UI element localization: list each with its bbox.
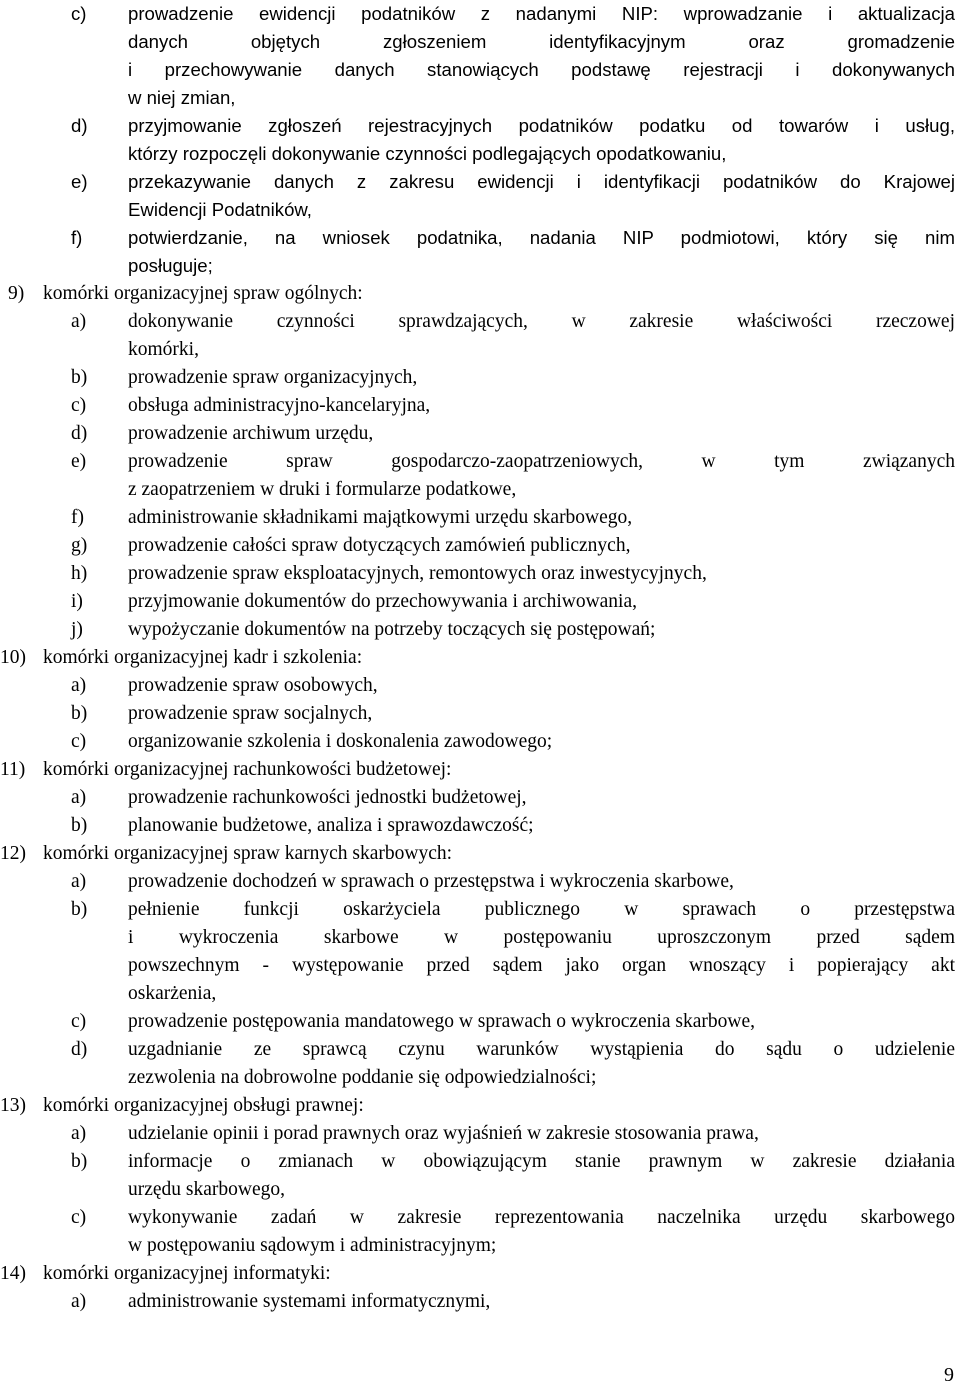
item-letter: b) bbox=[71, 899, 88, 920]
list-item-line bbox=[0, 1232, 960, 1260]
item-letter: b) bbox=[71, 703, 88, 724]
list-item-line bbox=[0, 616, 960, 644]
list-item-line bbox=[0, 952, 960, 980]
item-text: wypożyczanie dokumentów na potrzeby toczących się postępowań; bbox=[128, 619, 656, 640]
item-letter: c) bbox=[71, 1207, 87, 1228]
list-item-line bbox=[0, 84, 960, 112]
item-text: i przechowywanie danych stanowiących podstawę rejestracji i dokonywanych bbox=[128, 59, 955, 80]
item-letter: b) bbox=[71, 815, 88, 836]
item-text: urzędu skarbowego, bbox=[128, 1179, 286, 1200]
list-item-line bbox=[0, 1176, 960, 1204]
item-text: udzielanie opinii i porad prawnych oraz wyjaśnień w zakresie stosowania prawa, bbox=[128, 1123, 759, 1144]
item-text: i wykroczenia skarbowe w postępowaniu uproszczonym przed sądem bbox=[128, 927, 955, 948]
list-item-line bbox=[0, 28, 960, 56]
item-text: Ewidencji Podatników, bbox=[128, 199, 312, 220]
section-heading-line bbox=[0, 1092, 960, 1120]
item-text: dokonywanie czynności sprawdzających, w zakresie właściwości rzeczowej bbox=[128, 311, 955, 332]
item-letter: j) bbox=[71, 619, 83, 640]
item-letter: e) bbox=[71, 451, 87, 472]
list-item-line bbox=[0, 364, 960, 392]
item-text: prowadzenie postępowania mandatowego w sprawach o wykroczenia skarbowe, bbox=[128, 1011, 756, 1032]
item-text: pełnienie funkcji oskarżyciela publicznego w sprawach o przestępstwa bbox=[128, 899, 955, 920]
item-letter: a) bbox=[71, 1123, 87, 1144]
item-text: prowadzenie spraw eksploatacyjnych, remontowych oraz inwestycyjnych, bbox=[128, 563, 707, 584]
item-text: prowadzenie rachunkowości jednostki budżetowej, bbox=[128, 787, 527, 808]
item-letter: a) bbox=[71, 787, 87, 808]
item-text: prowadzenie spraw osobowych, bbox=[128, 675, 378, 696]
list-item-line bbox=[0, 336, 960, 364]
list-item-line bbox=[0, 672, 960, 700]
list-item-line bbox=[0, 196, 960, 224]
section-title: komórki organizacyjnej obsługi prawnej: bbox=[43, 1095, 364, 1116]
item-text: organizowanie szkolenia i doskonalenia zawodowego; bbox=[128, 731, 553, 752]
list-item-line bbox=[0, 1120, 960, 1148]
item-text: w postępowaniu sądowym i administracyjnym; bbox=[128, 1235, 497, 1256]
list-item-line bbox=[0, 532, 960, 560]
section-number: 13) bbox=[0, 1095, 26, 1116]
item-letter: d) bbox=[71, 115, 88, 136]
list-item-line bbox=[0, 1204, 960, 1232]
item-letter: h) bbox=[71, 563, 88, 584]
section-title: komórki organizacyjnej kadr i szkolenia: bbox=[43, 647, 363, 668]
list-item-line bbox=[0, 1064, 960, 1092]
list-item-line bbox=[0, 168, 960, 196]
item-letter: f) bbox=[71, 227, 83, 248]
item-text: przyjmowanie dokumentów do przechowywania i archiwowania, bbox=[128, 591, 637, 612]
item-text: którzy rozpoczęli dokonywanie czynności podlegających opodatkowaniu, bbox=[128, 143, 727, 164]
section-heading-line bbox=[0, 840, 960, 868]
item-text: oskarżenia, bbox=[128, 983, 217, 1004]
item-text: prowadzenie dochodzeń w sprawach o przestępstwa i wykroczenia skarbowe, bbox=[128, 871, 734, 892]
list-item-line bbox=[0, 980, 960, 1008]
list-item-line bbox=[0, 308, 960, 336]
item-text: planowanie budżetowe, analiza i sprawozdawczość; bbox=[128, 815, 534, 836]
item-letter: a) bbox=[71, 311, 87, 332]
page-number: 9 bbox=[944, 1364, 954, 1386]
item-text: prowadzenie archiwum urzędu, bbox=[128, 423, 374, 444]
item-text: komórki, bbox=[128, 339, 199, 360]
item-letter: d) bbox=[71, 1039, 88, 1060]
item-text: administrowanie systemami informatycznymi, bbox=[128, 1291, 491, 1312]
item-letter: a) bbox=[71, 675, 87, 696]
list-item-line bbox=[0, 1008, 960, 1036]
item-text: prowadzenie spraw organizacyjnych, bbox=[128, 367, 418, 388]
list-item-line bbox=[0, 896, 960, 924]
item-letter: a) bbox=[71, 1291, 87, 1312]
section-title: komórki organizacyjnej informatyki: bbox=[43, 1263, 331, 1284]
section-number: 9) bbox=[8, 283, 25, 304]
item-text: danych objętych zgłoszeniem identyfikacyjnym oraz gromadzenie bbox=[128, 31, 955, 52]
section-title: komórki organizacyjnej rachunkowości budżetowej: bbox=[43, 759, 452, 780]
section-title: komórki organizacyjnej spraw ogólnych: bbox=[43, 283, 363, 304]
item-letter: e) bbox=[71, 171, 88, 192]
item-letter: a) bbox=[71, 871, 87, 892]
section-heading-line bbox=[0, 1260, 960, 1288]
item-letter: c) bbox=[71, 395, 87, 416]
list-item-line bbox=[0, 392, 960, 420]
list-item-line bbox=[0, 1148, 960, 1176]
item-text: z zaopatrzeniem w druki i formularze podatkowe, bbox=[128, 479, 517, 500]
item-text: powszechnym - występowanie przed sądem jako organ wnoszący i popierający akt bbox=[128, 955, 955, 976]
list-item-line bbox=[0, 140, 960, 168]
list-item-line bbox=[0, 1036, 960, 1064]
list-item-line bbox=[0, 0, 960, 28]
list-item-line bbox=[0, 448, 960, 476]
list-item-line bbox=[0, 868, 960, 896]
item-letter: i) bbox=[71, 591, 83, 612]
list-item-line bbox=[0, 252, 960, 280]
item-letter: g) bbox=[71, 535, 88, 556]
list-item-line bbox=[0, 56, 960, 84]
item-text: wykonywanie zadań w zakresie reprezentowania naczelnika urzędu skarbowego bbox=[128, 1207, 955, 1228]
list-item-line bbox=[0, 504, 960, 532]
item-letter: f) bbox=[71, 507, 84, 528]
list-item-line bbox=[0, 924, 960, 952]
item-text: przekazywanie danych z zakresu ewidencji i identyfikacji podatników do Krajowej bbox=[128, 171, 955, 192]
item-text: prowadzenie spraw socjalnych, bbox=[128, 703, 373, 724]
item-letter: d) bbox=[71, 423, 88, 444]
list-item-line bbox=[0, 112, 960, 140]
list-item-line bbox=[0, 476, 960, 504]
item-text: w niej zmian, bbox=[128, 87, 236, 108]
section-number: 11) bbox=[0, 759, 26, 780]
list-item-line bbox=[0, 1288, 960, 1316]
item-letter: b) bbox=[71, 367, 88, 388]
list-item-line bbox=[0, 224, 960, 252]
item-text: prowadzenie całości spraw dotyczących zamówień publicznych, bbox=[128, 535, 631, 556]
item-text: informacje o zmianach w obowiązującym stanie prawnym w zakresie działania bbox=[128, 1151, 955, 1172]
item-text: potwierdzanie, na wniosek podatnika, nadania NIP podmiotowi, który się nim bbox=[128, 227, 955, 248]
section-heading-line bbox=[0, 280, 960, 308]
item-text: uzgadnianie ze sprawcą czynu warunków wystąpienia do sądu o udzielenie bbox=[128, 1039, 955, 1060]
section-number: 10) bbox=[0, 647, 26, 668]
list-item-line bbox=[0, 560, 960, 588]
item-text: prowadzenie ewidencji podatników z nadanymi NIP: wprowadzanie i aktualizacja bbox=[128, 3, 955, 24]
list-item-line bbox=[0, 700, 960, 728]
item-text: zezwolenia na dobrowolne poddanie się odpowiedzialności; bbox=[128, 1067, 597, 1088]
section-number: 12) bbox=[0, 843, 26, 864]
list-item-line bbox=[0, 728, 960, 756]
list-item-line bbox=[0, 784, 960, 812]
list-item-line bbox=[0, 420, 960, 448]
item-letter: b) bbox=[71, 1151, 88, 1172]
section-heading-line bbox=[0, 644, 960, 672]
section-number: 14) bbox=[0, 1263, 26, 1284]
item-text: prowadzenie spraw gospodarczo-zaopatrzeniowych, w tym związanych bbox=[128, 451, 955, 472]
item-letter: c) bbox=[71, 3, 87, 24]
item-letter: c) bbox=[71, 731, 87, 752]
item-letter: c) bbox=[71, 1011, 87, 1032]
item-text: posługuje; bbox=[128, 255, 213, 276]
list-item-line bbox=[0, 812, 960, 840]
section-heading-line bbox=[0, 756, 960, 784]
item-text: obsługa administracyjno-kancelaryjna, bbox=[128, 395, 431, 416]
section-title: komórki organizacyjnej spraw karnych skarbowych: bbox=[43, 843, 453, 864]
item-text: administrowanie składnikami majątkowymi urzędu skarbowego, bbox=[128, 507, 633, 528]
item-text: przyjmowanie zgłoszeń rejestracyjnych podatników podatku od towarów i usług, bbox=[128, 115, 955, 136]
list-item-line bbox=[0, 588, 960, 616]
